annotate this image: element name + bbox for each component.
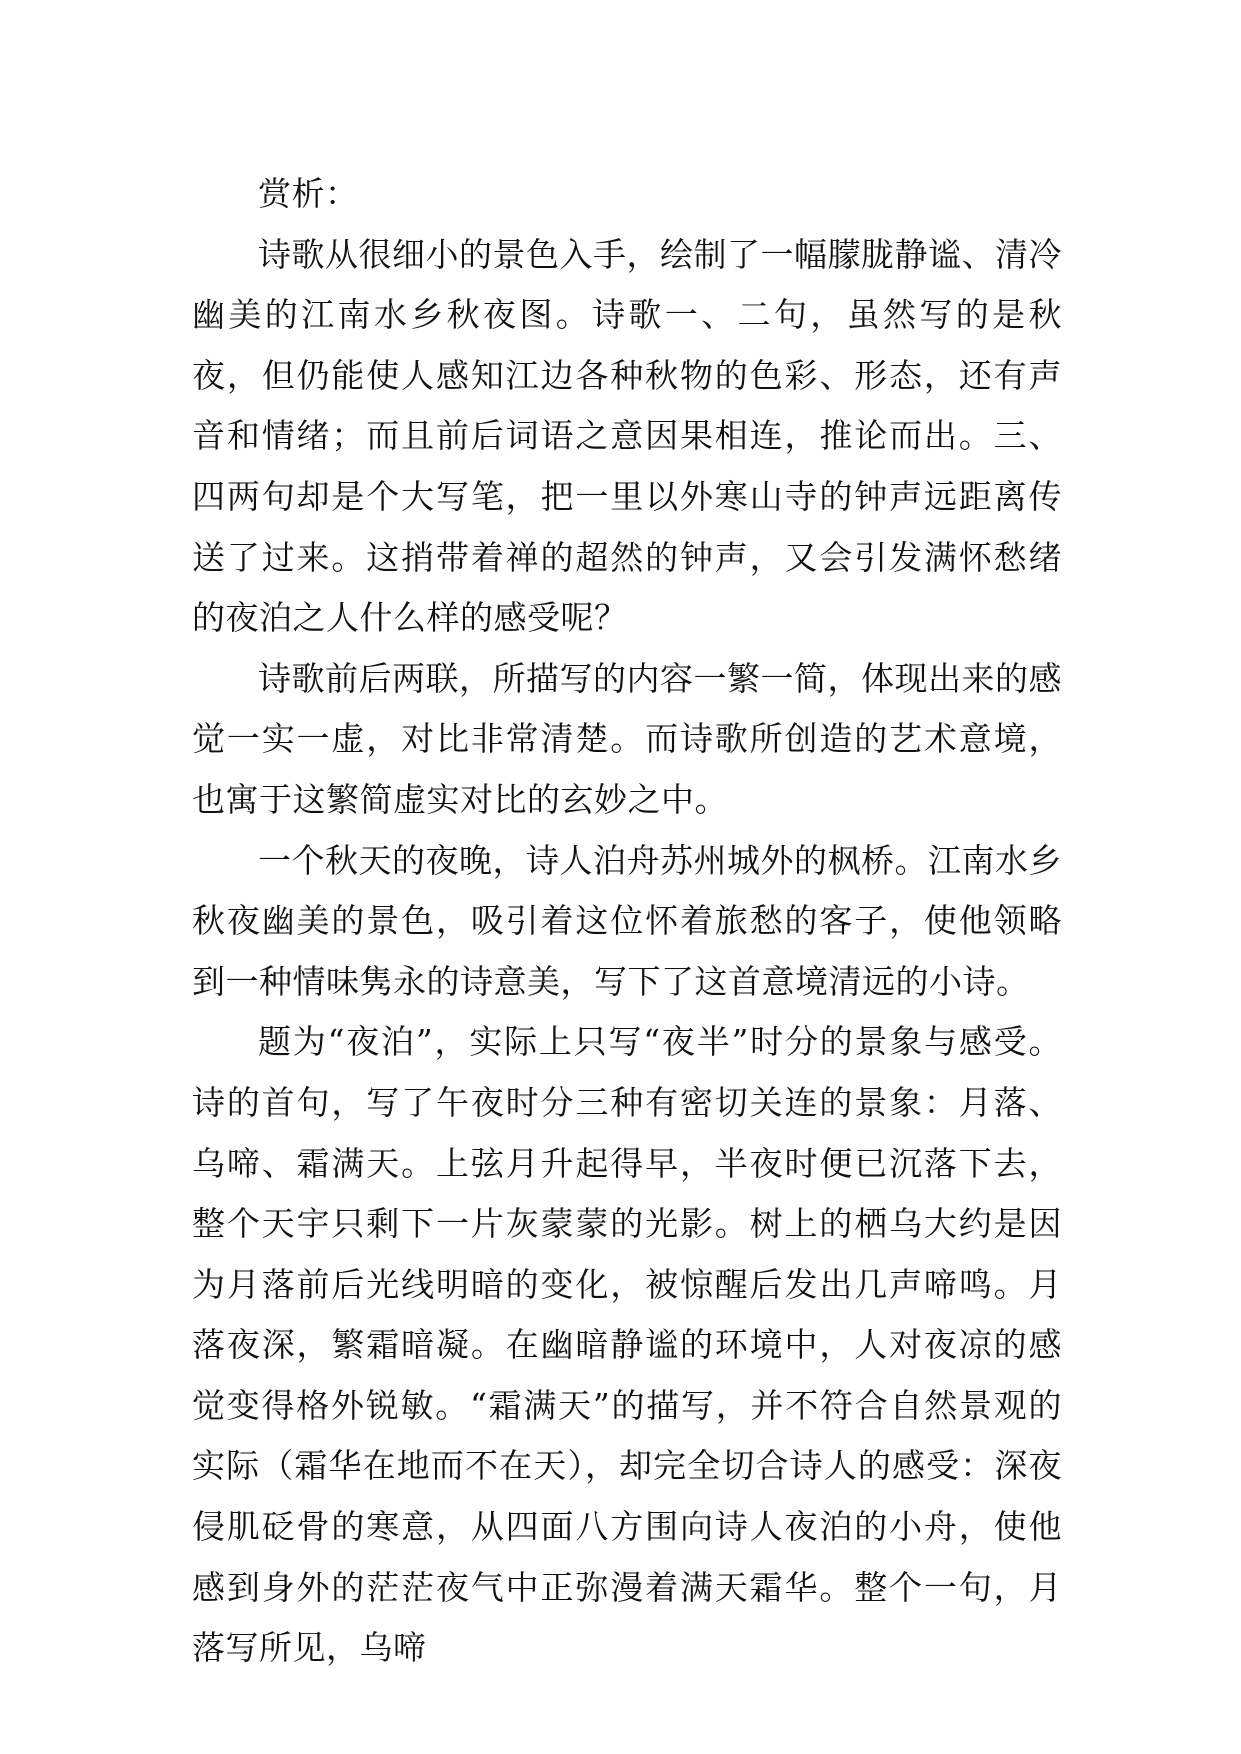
- paragraph-1: 诗歌从很细小的景色入手，绘制了一幅朦胧静谧、清冷幽美的江南水乡秋夜图。诗歌一、二句，虽然写的是秋夜，但仍能使人感知江边各种秋物的色彩、形态，还有声音和情绪；而且前后词语之意因果相连，推论而出。三、四两句却是个大写笔，把一里以外寒山寺的钟声远距离传送了过来。这捎带着禅的超然的钟声，又会引发满怀愁绪的夜泊之人什么样的感受呢？: [192, 234, 1062, 638]
- paragraph-4: 题为“夜泊”，实际上只写“夜半”时分的景象与感受。诗的首句，写了午夜时分三种有密切关连的景象：月落、乌啼、霜满天。上弦月升起得早，半夜时便已沉落下去，整个天宇只剩下一片灰蒙蒙的光影。树上的栖乌大约是因为月落前后光线明暗的变化，被惊醒后发出几声啼鸣。月落夜深，繁霜暗凝。在幽暗静谧的环境中，人对夜凉的感觉变得格外锐敏。“霜满天”的描写，并不符合自然景观的实际（霜华在地而不在天），却完全切合诗人的感受：深夜侵肌砭骨的寒意，从四面八方围向诗人夜泊的小舟，使他感到身外的茫茫夜气中正弥漫着满天霜华。整个一句，月落写所见，乌啼: [192, 1022, 1062, 1668]
- document-body: [192, 164, 1062, 1679]
- paragraph-3: 一个秋天的夜晚，诗人泊舟苏州城外的枫桥。江南水乡秋夜幽美的景色，吸引着这位怀着旅愁的客子，使他领略到一种情味隽永的诗意美，写下了这首意境清远的小诗。: [192, 840, 1062, 1001]
- paragraph-2: 诗歌前后两联，所描写的内容一繁一简，体现出来的感觉一实一虚，对比非常清楚。而诗歌所创造的艺术意境，也寓于这繁简虚实对比的玄妙之中。: [192, 658, 1062, 819]
- section-heading: 赏析：: [258, 174, 359, 213]
